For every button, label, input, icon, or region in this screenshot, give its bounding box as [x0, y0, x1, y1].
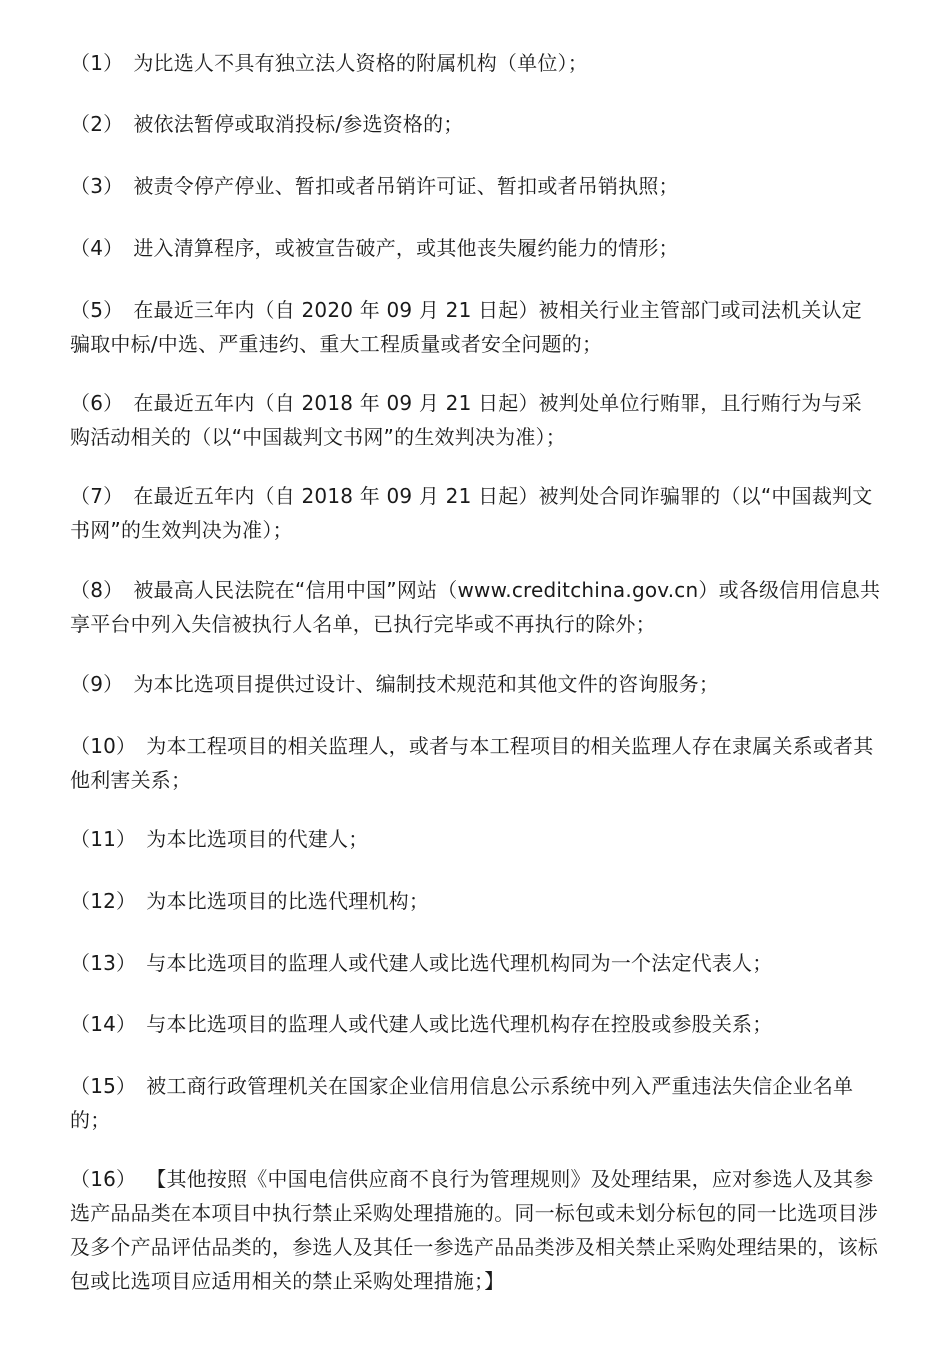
list-item: [70, 293, 882, 361]
list-item: [70, 729, 882, 797]
item-text: 为本比选项目的代建人；: [146, 827, 369, 851]
item-number: （13）: [70, 951, 137, 975]
item-number: （10）: [70, 734, 137, 758]
item-number: （16）: [70, 1167, 137, 1191]
list-item: [70, 822, 882, 856]
item-text: 为本工程项目的相关监理人，或者与本工程项目的相关监理人存在隶属关系或者其他利害关系；: [70, 734, 874, 792]
list-item: [70, 231, 882, 265]
item-text: 为比选人不具有独立法人资格的附属机构（单位）；: [133, 51, 588, 75]
item-text: 与本比选项目的监理人或代建人或比选代理机构同为一个法定代表人；: [146, 951, 773, 975]
list-item: [70, 479, 882, 547]
item-number: （8）: [70, 578, 124, 602]
item-number: （5）: [70, 298, 124, 322]
item-number: （12）: [70, 889, 137, 913]
list-item: [70, 573, 882, 641]
list-item: [70, 946, 882, 980]
item-number: （9）: [70, 672, 124, 696]
list-item: [70, 107, 882, 141]
item-text: 【其他按照《中国电信供应商不良行为管理规则》及处理结果，应对参选人及其参选产品品类在本项目中执行禁止采购处理措施的。同一标包或未划分标包的同一比选项目涉及多个产品评估品类的，参选人及其任一参选产品品类涉及相关禁止采购处理结果的，该标包或比选项目应适用相关的禁止采购处理措施；】: [70, 1167, 878, 1293]
item-text: 在最近三年内（自 2020 年 09 月 21 日起）被相关行业主管部门或司法机关认定骗取中标/中选、严重违约、重大工程质量或者安全问题的；: [70, 298, 862, 356]
item-text: 被最高人民法院在“信用中国”网站（www.creditchina.gov.cn）或各级信用信息共享平台中列入失信被执行人名单，已执行完毕或不再执行的除外；: [70, 578, 881, 636]
item-number: （3）: [70, 174, 124, 198]
list-item: [70, 1162, 882, 1298]
item-number: （15）: [70, 1074, 137, 1098]
item-text: 被工商行政管理机关在国家企业信用信息公示系统中列入严重违法失信企业名单的；: [70, 1074, 854, 1132]
item-text: 与本比选项目的监理人或代建人或比选代理机构存在控股或参股关系；: [146, 1012, 773, 1036]
list-item: [70, 884, 882, 918]
item-number: （1）: [70, 51, 124, 75]
item-number: （4）: [70, 236, 124, 260]
item-text: 被责令停产停业、暂扣或者吊销许可证、暂扣或者吊销执照；: [133, 174, 679, 198]
item-text: 被依法暂停或取消投标/参选资格的；: [133, 112, 464, 136]
item-text: 在最近五年内（自 2018 年 09 月 21 日起）被判处合同诈骗罪的（以“中国裁判文书网”的生效判决为准）；: [70, 484, 873, 542]
item-number: （2）: [70, 112, 124, 136]
list-item: [70, 1069, 882, 1137]
item-number: （7）: [70, 484, 124, 508]
list-item: [70, 386, 882, 454]
list-item: [70, 46, 882, 80]
list-item: [70, 169, 882, 203]
item-number: （14）: [70, 1012, 137, 1036]
item-number: （6）: [70, 391, 124, 415]
item-text: 进入清算程序，或被宣告破产，或其他丧失履约能力的情形；: [133, 236, 679, 260]
item-text: 在最近五年内（自 2018 年 09 月 21 日起）被判处单位行贿罪，且行贿行为与采购活动相关的（以“中国裁判文书网”的生效判决为准）；: [70, 391, 862, 449]
item-text: 为本比选项目提供过设计、编制技术规范和其他文件的咨询服务；: [133, 672, 720, 696]
list-item: [70, 667, 882, 701]
item-text: 为本比选项目的比选代理机构；: [146, 889, 430, 913]
list-item: [70, 1007, 882, 1041]
item-number: （11）: [70, 827, 137, 851]
